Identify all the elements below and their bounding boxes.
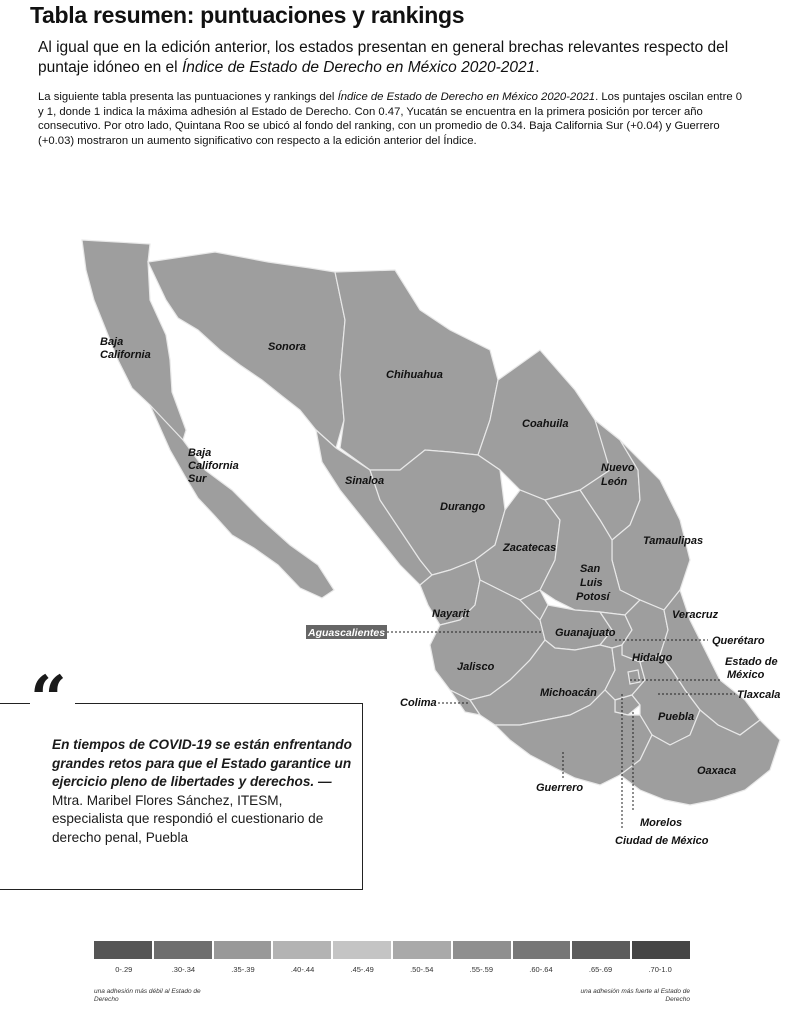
label-tamaulipas: Tamaulipas xyxy=(643,535,704,547)
legend-swatch xyxy=(572,941,630,959)
legend-bin-label: .70-1.0 xyxy=(648,965,672,974)
legend-bin-label: .30-.34 xyxy=(171,965,196,974)
intro-index-name: Índice de Estado de Derecho en México 2020-2021 xyxy=(337,91,596,103)
intro-paragraph xyxy=(38,90,750,148)
legend-low-label: una adhesión más débil al Estado de Derecho xyxy=(94,988,201,1003)
quote-mark-icon: “ xyxy=(30,662,67,737)
label-san-luis-potosi: San Luis Potosí xyxy=(576,563,610,603)
state-baja-california-sur[interactable] xyxy=(150,405,334,598)
label-durango: Durango xyxy=(440,501,486,513)
label-hidalgo: Hidalgo xyxy=(632,652,673,664)
label-puebla: Puebla xyxy=(658,711,695,723)
legend-high-label: una adhesión más fuerte al Estado de Derecho xyxy=(580,988,690,1003)
legend-bin-label: .45-.49 xyxy=(350,965,374,974)
label-chihuahua: Chihuahua xyxy=(386,369,443,381)
legend-bin-label: .60-.64 xyxy=(529,965,553,974)
page-title: Tabla resumen: puntuaciones y rankings xyxy=(30,2,465,28)
subtitle-text: Al igual que en la edición anterior, los estados presentan en general brechas relevantes respecto del puntaje idóneo en el xyxy=(38,39,729,76)
legend-bin-label: .50-.54 xyxy=(410,965,434,974)
label-guerrero: Guerrero xyxy=(536,782,584,794)
legend-swatch xyxy=(94,941,152,959)
label-jalisco: Jalisco xyxy=(457,661,495,673)
label-baja-california: Baja California xyxy=(100,336,151,361)
quote-dash: — xyxy=(314,774,332,790)
label-sonora: Sonora xyxy=(268,341,306,353)
label-tlaxcala: Tlaxcala xyxy=(737,689,781,701)
label-coahuila: Coahuila xyxy=(522,418,569,430)
subtitle-end: . xyxy=(535,59,540,76)
legend-swatch xyxy=(632,941,690,959)
label-nayarit: Nayarit xyxy=(432,608,470,620)
legend-swatch xyxy=(333,941,391,959)
label-sinaloa: Sinaloa xyxy=(345,475,385,487)
quote-text xyxy=(52,736,352,848)
label-queretaro: Querétaro xyxy=(712,635,765,647)
label-estado-de-mexico: Estado de México xyxy=(725,656,778,681)
legend-labels xyxy=(94,965,690,974)
legend-bin-label: .65-.69 xyxy=(588,965,613,974)
legend-bin-label: 0-.29 xyxy=(115,965,133,974)
index-name: Índice de Estado de Derecho en México 2020-2021 xyxy=(181,59,536,76)
legend-swatch xyxy=(453,941,511,959)
label-aguascalientes: Aguascalientes xyxy=(308,627,386,639)
label-ciudad-de-mexico: Ciudad de México xyxy=(615,835,709,847)
legend-swatch xyxy=(214,941,272,959)
label-baja-california-sur: Baja California Sur xyxy=(188,447,239,485)
legend-swatch xyxy=(273,941,331,959)
legend-swatch xyxy=(393,941,451,959)
legend-swatch xyxy=(513,941,571,959)
legend-bin-label: .40-.44 xyxy=(290,965,315,974)
label-morelos: Morelos xyxy=(640,817,683,829)
intro-text-end: . Los puntajes oscilan entre 0 y 1, donde 1 indica la máxima adhesión al Estado de Derecho. Con 0.47, Yucatán se encuentra en la primera posición por tercer año consecutivo. Por otro lado, Quintana Roo se ubicó al fondo del ranking, con un promedio de 0.34. Baja California Sur (+0.04) y Guerrero (+0.03) mostraron un aumento significativo con respecto a la edición anterior del Índice. xyxy=(38,91,743,147)
label-guanajuato: Guanajuato xyxy=(555,627,616,639)
label-nuevo-leon: Nuevo León xyxy=(601,462,635,488)
label-veracruz: Veracruz xyxy=(672,609,719,621)
label-oaxaca: Oaxaca xyxy=(697,765,737,777)
legend-bin-label: .35-.39 xyxy=(231,965,255,974)
label-michoacan: Michoacán xyxy=(540,687,597,699)
state-ciudad-de-mexico[interactable] xyxy=(628,670,640,684)
intro-text-start: La siguiente tabla presenta las puntuaciones y rankings del xyxy=(38,91,338,103)
label-zacatecas: Zacatecas xyxy=(503,542,557,554)
subtitle xyxy=(38,38,758,78)
legend-swatch xyxy=(154,941,212,959)
quote-body: En tiempos de COVID-19 se están enfrentando grandes retos para que el Estado garantice un ejercicio pleno de libertades y derechos. xyxy=(52,737,352,790)
quote-attribution: Mtra. Maribel Flores Sánchez, ITESM, especialista que respondió el cuestionario de derecho penal, Puebla xyxy=(52,792,324,845)
legend-bin-label: .55-.59 xyxy=(469,965,494,974)
color-legend xyxy=(94,941,690,959)
label-colima: Colima xyxy=(400,697,437,709)
